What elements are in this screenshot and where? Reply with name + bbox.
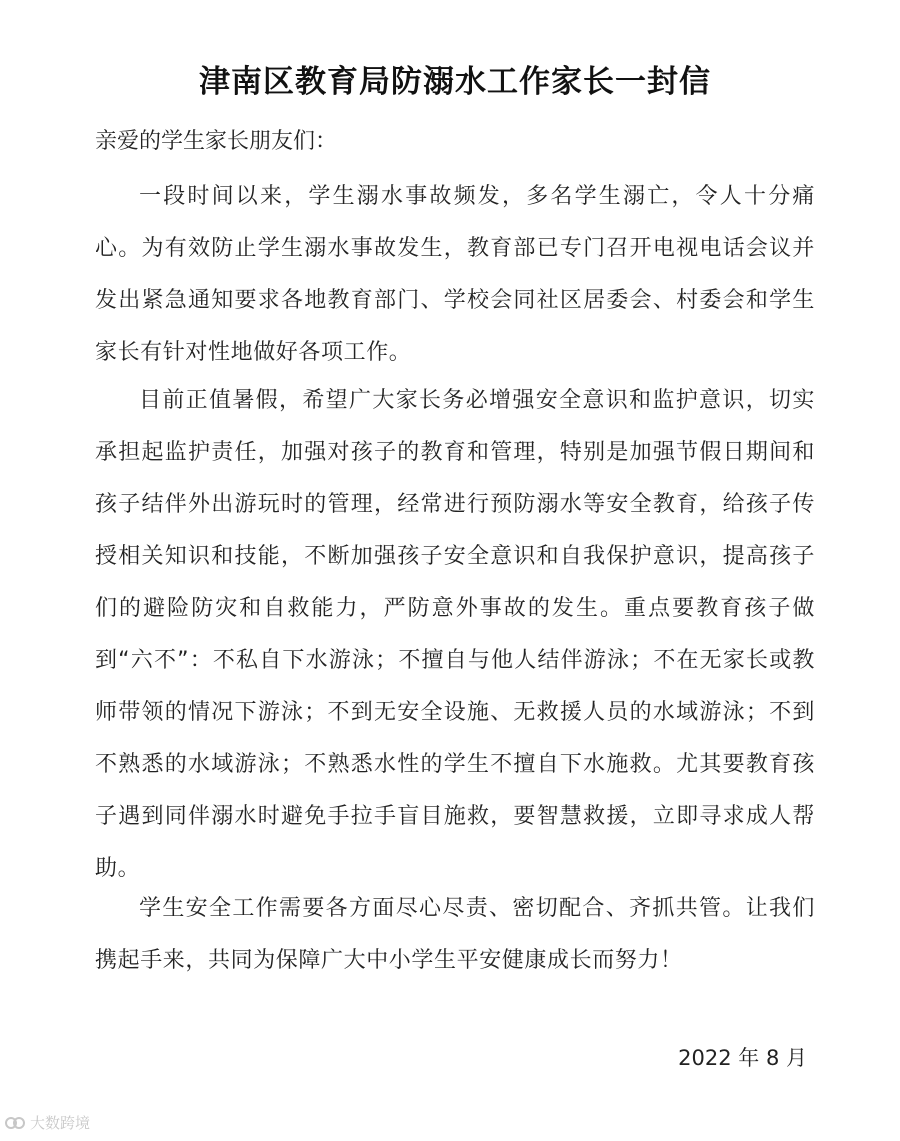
letter-date: 2022 年 8 月 bbox=[678, 1046, 807, 1070]
paragraph-1: 一段时间以来，学生溺水事故频发，多名学生溺亡，令人十分痛心。为有效防止学生溺水事故发生，教育部已专门召开电视电话会议并发出紧急通知要求各地教育部门、学校会同社区居委会、村委会和学生家长有针对性地做好各项工作。 bbox=[95, 184, 815, 365]
paragraph-2: 目前正值暑假，希望广大家长务必增强安全意识和监护意识，切实承担起监护责任，加强对孩子的教育和管理，特别是加强节假日期间和孩子结伴外出游玩时的管理，经常进行预防溺水等安全教育，给孩子传授相关知识和技能，不断加强孩子安全意识和自我保护意识，提高孩子们的避险防灾和自救能力，严防意外事故的发生。重点要教育孩子做到“六不”：不私自下水游泳；不擅自与他人结伴游泳；不在无家长或教师带领的情况下游泳；不到无安全设施、无救援人员的水域游泳；不到不熟悉的水域游泳；不熟悉水性的学生不擅自下水施救。尤其要教育孩子遇到同伴溺水时避免手拉手盲目施救，要智慧救援，立即寻求成人帮助。 bbox=[95, 388, 815, 881]
paragraph-3: 学生安全工作需要各方面尽心尽责、密切配合、齐抓共管。让我们携起手来，共同为保障广大中小学生平安健康成长而努力！ bbox=[95, 896, 815, 973]
salutation: 亲爱的学生家长朋友们： bbox=[95, 129, 338, 154]
watermark-text: 大数跨境 bbox=[30, 1114, 91, 1132]
watermark bbox=[4, 1112, 90, 1133]
letter-title: 津南区教育局防溺水工作家长一封信 bbox=[199, 64, 711, 100]
watermark-logo-icon bbox=[4, 1114, 26, 1132]
